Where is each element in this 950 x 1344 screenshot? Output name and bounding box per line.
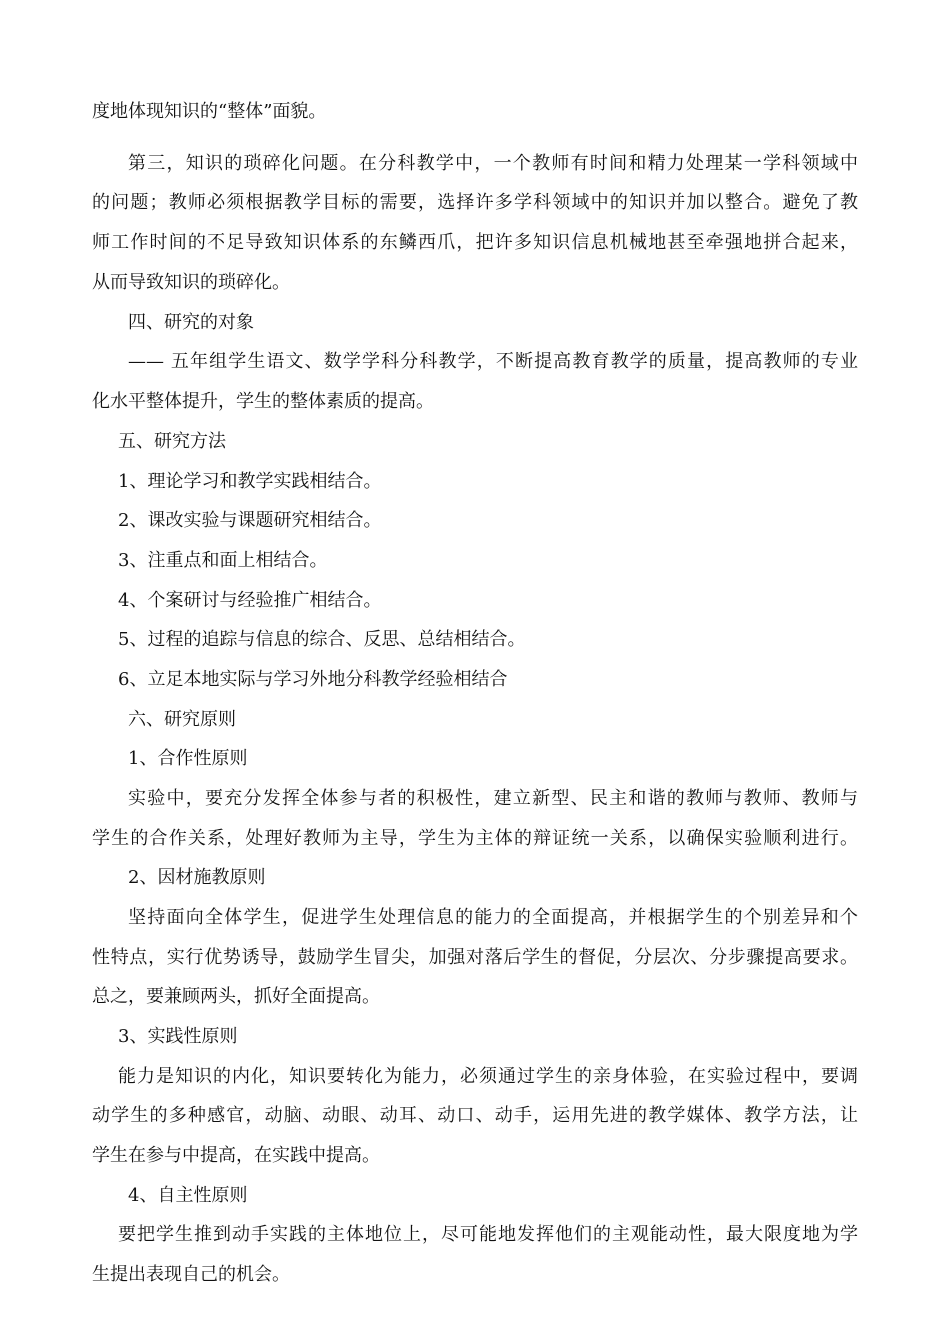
text-line: 生提出表现自己的机会。 — [92, 1264, 290, 1285]
subsection-heading: 1、合作性原则 — [128, 748, 248, 769]
list-item: 2、课改实验与课题研究相结合。 — [118, 510, 382, 531]
subsection-heading: 2、因材施教原则 — [128, 867, 266, 888]
section-heading: 六、研究原则 — [128, 709, 236, 730]
text-line: 化水平整体提升，学生的整体素质的提高。 — [92, 391, 434, 412]
text-line: 动学生的多种感官，动脑、动眼、动耳、动口、动手，运用先进的教学媒体、教学方法，让 — [92, 1105, 858, 1126]
text-line: —— 五年组学生语文、数学学科分科教学，不断提高教育教学的质量，提高教师的专业 — [128, 351, 858, 372]
text-line: 学生在参与中提高，在实践中提高。 — [92, 1145, 380, 1166]
text-line: 师工作时间的不足导致知识体系的东鳞西爪，把许多知识信息机械地甚至牵强地拼合起来， — [92, 232, 858, 253]
list-item: 5、过程的追踪与信息的综合、反思、总结相结合。 — [118, 629, 526, 650]
text-line: 从而导致知识的琐碎化。 — [92, 272, 290, 293]
list-item: 4、个案研讨与经验推广相结合。 — [118, 590, 382, 611]
text-line: 能力是知识的内化，知识要转化为能力，必须通过学生的亲身体验，在实验过程中，要调 — [118, 1066, 858, 1087]
text-line: 总之，要兼顾两头，抓好全面提高。 — [92, 986, 380, 1007]
text-line: 度地体现知识的“整体”面貌。 — [92, 101, 327, 122]
text-line: 学生的合作关系，处理好教师为主导，学生为主体的辩证统一关系，以确保实验顺利进行。 — [92, 828, 858, 849]
text-line: 性特点，实行优势诱导，鼓励学生冒尖，加强对落后学生的督促，分层次、分步骤提高要求。 — [92, 947, 858, 968]
subsection-heading: 4、自主性原则 — [128, 1185, 248, 1206]
section-heading: 五、研究方法 — [118, 431, 226, 452]
list-item: 3、注重点和面上相结合。 — [118, 550, 328, 571]
text-line: 的问题；教师必须根据教学目标的需要，选择许多学科领域中的知识并加以整合。避免了教 — [92, 192, 858, 213]
subsection-heading: 3、实践性原则 — [118, 1026, 238, 1047]
list-item: 6、立足本地实际与学习外地分科教学经验相结合 — [118, 669, 508, 690]
list-item: 1、理论学习和教学实践相结合。 — [118, 471, 382, 492]
section-heading: 四、研究的对象 — [128, 312, 254, 333]
text-line: 要把学生推到动手实践的主体地位上，尽可能地发挥他们的主观能动性，最大限度地为学 — [118, 1224, 858, 1245]
text-line: 坚持面向全体学生，促进学生处理信息的能力的全面提高，并根据学生的个别差异和个 — [128, 907, 858, 928]
text-line: 实验中，要充分发挥全体参与者的积极性，建立新型、民主和谐的教师与教师、教师与 — [128, 788, 858, 809]
text-line: 第三，知识的琐碎化问题。在分科教学中，一个教师有时间和精力处理某一学科领域中 — [128, 153, 858, 174]
